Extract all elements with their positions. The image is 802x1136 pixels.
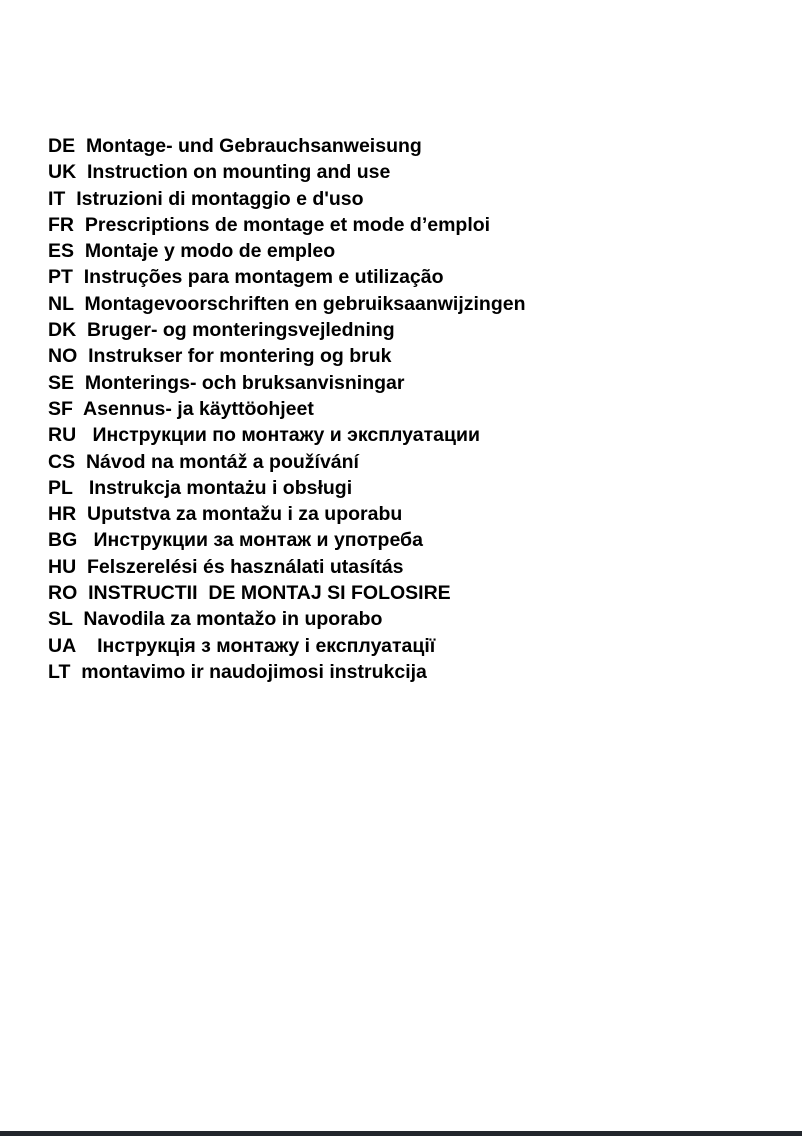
code-title-gap: [77, 529, 93, 551]
language-code: NO: [48, 345, 78, 368]
language-code: BG: [48, 529, 78, 552]
code-title-gap: [73, 608, 84, 630]
language-row-it: [48, 186, 782, 212]
language-code: CS: [48, 450, 76, 473]
code-title-gap: [70, 661, 81, 683]
language-title: Montaje y modo de empleo: [84, 240, 336, 263]
language-code: IT: [48, 187, 66, 210]
language-title: Monterings- och bruksanvisningar: [84, 371, 405, 394]
code-title-gap: [76, 556, 87, 578]
code-title-gap: [74, 240, 85, 262]
language-code: SL: [48, 608, 73, 631]
language-title: Navodila za montažo in uporabo: [83, 608, 383, 631]
language-row-ua: [48, 633, 782, 659]
language-title: montavimo ir naudojimosi instrukcija: [81, 660, 427, 683]
language-title-list: [48, 133, 782, 685]
language-title: Asennus- ja käyttöohjeet: [83, 397, 314, 420]
language-title: Инструкции по монтажу и эксплуатации: [92, 424, 480, 447]
language-row-no: [48, 343, 782, 369]
language-row-lt: [48, 659, 782, 685]
language-code: UA: [48, 634, 76, 657]
language-title: Инструкции за монтаж и употреба: [93, 529, 423, 552]
language-row-cs: [48, 449, 782, 475]
code-title-gap: [77, 345, 88, 367]
code-title-gap: [75, 635, 97, 657]
language-code: SE: [48, 371, 75, 394]
code-title-gap: [73, 266, 84, 288]
language-code: SF: [48, 397, 73, 420]
language-row-hr: [48, 501, 782, 527]
language-title: Instruções para montagem e utilização: [83, 266, 444, 289]
code-title-gap: [76, 161, 87, 183]
language-title: Montage- und Gebrauchsanweisung: [85, 135, 422, 157]
language-row-nl: [48, 291, 782, 317]
code-title-gap: [77, 582, 88, 604]
code-title-gap: [73, 398, 83, 420]
language-code: UK: [48, 161, 77, 184]
code-title-gap: [76, 424, 92, 446]
code-title-gap: [65, 188, 76, 210]
language-code: RU: [48, 424, 77, 447]
language-title: Instrukser for montering og bruk: [88, 345, 392, 368]
language-title: INSTRUCTII DE MONTAJ SI FOLOSIRE: [88, 582, 451, 605]
code-title-gap: [76, 503, 87, 525]
language-code: NL: [48, 292, 74, 315]
language-code: FR: [48, 213, 74, 236]
language-title: Instrukcja montażu i obsługi: [88, 476, 353, 499]
language-code: RO: [48, 582, 78, 605]
language-code: PL: [48, 476, 73, 499]
code-title-gap: [74, 372, 85, 394]
language-title: Prescriptions de montage et mode d’emploi: [84, 213, 491, 236]
language-row-uk: [48, 159, 782, 185]
language-title: Istruzioni di montaggio e d'uso: [76, 187, 364, 210]
language-row-bg: [48, 527, 782, 553]
language-code: LT: [48, 660, 71, 683]
language-row-sl: [48, 606, 782, 632]
language-title: Felszerelési és használati utasítás: [87, 555, 404, 578]
language-row-de: [48, 133, 782, 159]
footer-rule: [0, 1131, 802, 1136]
language-row-es: [48, 238, 782, 264]
language-title: Інструкція з монтажу і експлуатації: [97, 634, 436, 657]
language-title: Uputstva za montažu i za uporabu: [87, 503, 403, 526]
code-title-gap: [74, 293, 85, 315]
language-row-se: [48, 370, 782, 396]
language-code: DK: [48, 319, 77, 342]
language-title: Bruger- og monteringsvejledning: [87, 319, 395, 342]
language-code: ES: [48, 240, 75, 263]
language-row-sf: [48, 396, 782, 422]
language-title: Instruction on mounting and use: [87, 161, 391, 184]
code-title-gap: [75, 451, 86, 473]
language-code: HU: [48, 555, 77, 578]
code-title-gap: [73, 477, 89, 499]
language-row-ro: [48, 580, 782, 606]
language-title: Montagevoorschriften en gebruiksaanwijzingen: [84, 292, 526, 315]
language-code: PT: [48, 266, 73, 289]
language-row-ru: [48, 422, 782, 448]
language-row-hu: [48, 554, 782, 580]
language-row-dk: [48, 317, 782, 343]
language-row-fr: [48, 212, 782, 238]
code-title-gap: [76, 319, 87, 341]
language-row-pl: [48, 475, 782, 501]
language-title: Návod na montáž a používání: [85, 450, 359, 473]
language-row-pt: [48, 264, 782, 290]
language-code: HR: [48, 503, 77, 526]
code-title-gap: [74, 214, 85, 236]
language-code: DE: [48, 135, 76, 157]
code-title-gap: [75, 135, 86, 157]
